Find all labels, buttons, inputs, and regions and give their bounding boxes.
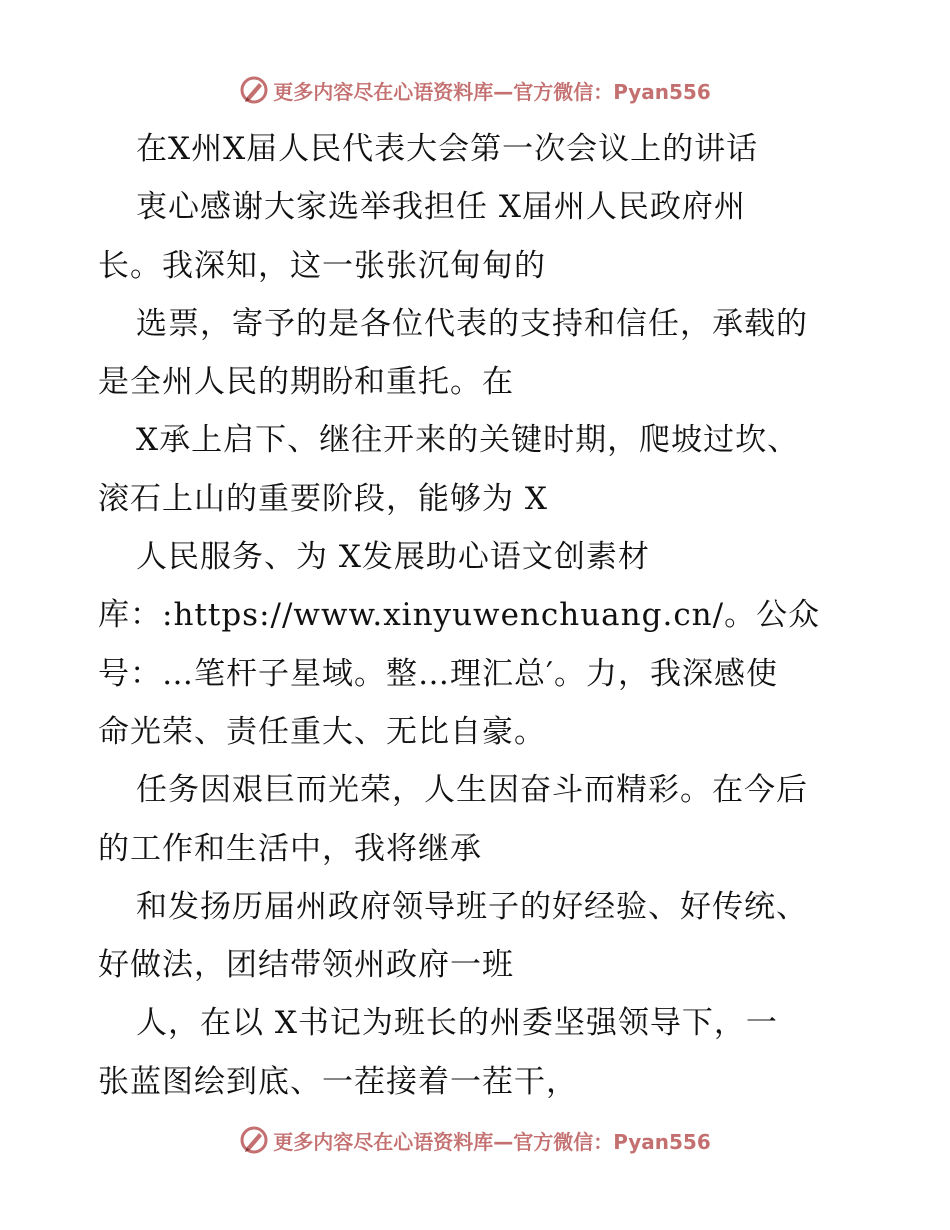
text-line: 长。我深知，这一张张沉甸甸的: [98, 247, 546, 284]
text-line: 人民服务、为 X发展助心语文创素材: [136, 539, 650, 576]
text-line: X承上启下、继往开来的关键时期，爬坡过坎、: [136, 422, 800, 459]
text-line: 是全州人民的期盼和重托。在: [98, 364, 514, 401]
text-line: 库：:https://www.xinyuwenchuang.cn/。公众: [98, 597, 821, 634]
pen-logo-icon: [239, 1125, 269, 1155]
text-line: 好做法，团结带领州政府一班: [98, 947, 514, 984]
pen-logo-icon: [239, 75, 269, 105]
text-line: 衷心感谢大家选举我担任 X届州人民政府州: [136, 189, 746, 226]
text-line: 人，在以 X书记为班长的州委坚强领导下，一: [136, 1005, 778, 1042]
text-line: 在X州X届人民代表大会第一次会议上的讲话: [136, 131, 759, 167]
text-line: 和发扬历届州政府领导班子的好经验、好传统、: [136, 888, 808, 925]
text-line: 命光荣、责任重大、无比自豪。: [98, 713, 546, 750]
text-line: 选票，寄予的是各位代表的支持和信任，承载的: [136, 305, 808, 342]
text-line: 的工作和生活中，我将继承: [98, 830, 482, 867]
text-line: 张蓝图绘到底、一茬接着一茬干，: [98, 1063, 578, 1100]
banner-text: 更多内容尽在心语资料库—官方微信：Pyan556: [273, 79, 711, 104]
header-banner: [0, 70, 950, 110]
document-body: [98, 120, 858, 1111]
text-line: 任务因艰巨而光荣，人生因奋斗而精彩。在今后: [136, 772, 808, 809]
text-line: 滚石上山的重要阶段，能够为 X: [98, 480, 548, 517]
text-line: 号：…笔杆子星域。整…理汇总′。力，我深感使: [98, 655, 779, 692]
banner-text: 更多内容尽在心语资料库—官方微信：Pyan556: [273, 1129, 711, 1154]
footer-banner: [0, 1120, 950, 1160]
